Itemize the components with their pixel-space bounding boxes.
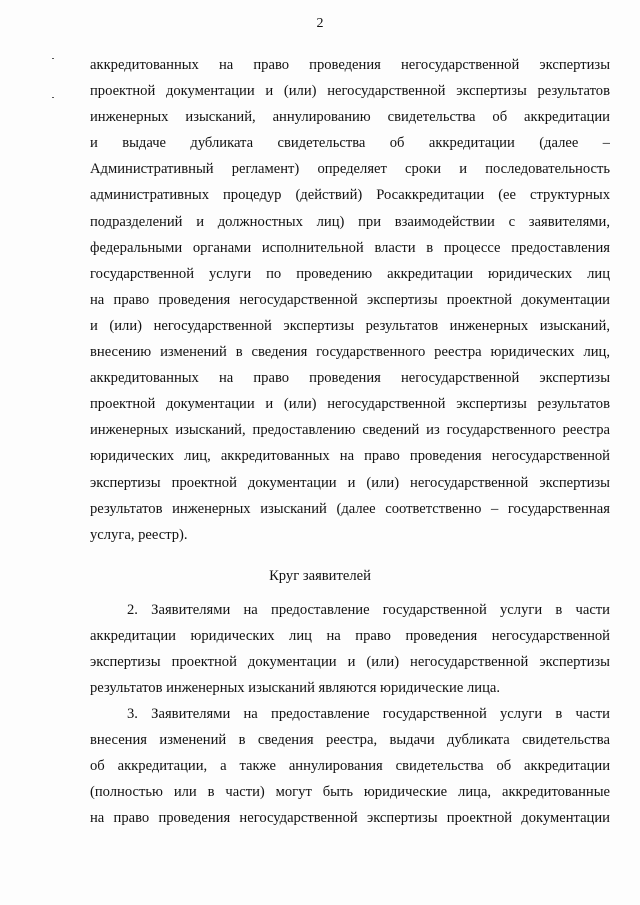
text-line: инженерных изысканий, предоставлению сведений из государственного реестра (90, 422, 610, 439)
text-line: аккредитованных на право проведения негосударственной экспертизы (90, 370, 610, 387)
text-line: об аккредитации, а также аннулирования свидетельства об аккредитации (90, 758, 610, 775)
text-line: Административный регламент) определяет сроки и последовательность (90, 161, 610, 178)
text-line: аккредитованных на право проведения негосударственной экспертизы (90, 57, 610, 73)
text-line: на право проведения негосударственной экспертизы проектной документации (90, 291, 610, 308)
text-line: проектной документации и (или) негосударственной экспертизы результатов (90, 83, 610, 100)
text-line: внесению изменений в сведения государственного реестра юридических лиц, (90, 344, 610, 361)
text-line: 2. Заявителями на предоставление государственной услуги в части (127, 602, 610, 618)
text-line: и выдаче дубликата свидетельства об аккредитации (далее – (90, 135, 610, 152)
page-number: 2 (316, 16, 324, 31)
text-line: 3. Заявителями на предоставление государственной услуги в части (127, 706, 610, 722)
text-line: инженерных изысканий, аннулированию свидетельства об аккредитации (90, 109, 610, 126)
text-line: результатов инженерных изысканий являются юридические лица. (90, 680, 501, 697)
text-line: (полностью или в части) могут быть юридические лица, аккредитованные (90, 784, 610, 801)
paragraph-3 (90, 701, 610, 831)
text-line: и (или) негосударственной экспертизы результатов инженерных изысканий, (90, 317, 610, 334)
scan-speck (52, 58, 54, 59)
text-line: административных процедур (действий) Росаккредитации (ее структурных (90, 187, 610, 204)
text-line: экспертизы проектной документации и (или) негосударственной экспертизы (90, 474, 610, 491)
section-heading: Круг заявителей (269, 568, 371, 584)
scan-speck (52, 97, 54, 98)
paragraph-1 (90, 52, 610, 548)
text-line: юридических лиц, аккредитованных на право проведения негосударственной (90, 448, 610, 465)
text-line: услуга, реестр). (90, 526, 188, 543)
text-line: аккредитации юридических лиц на право проведения негосударственной (90, 628, 610, 645)
text-line: государственной услуги по проведению аккредитации юридических лиц (90, 265, 610, 282)
text-line: на право проведения негосударственной экспертизы проектной документации (90, 810, 610, 827)
text-line: федеральными органами исполнительной власти в процессе предоставления (90, 239, 610, 256)
text-line: внесения изменений в сведения реестра, выдачи дубликата свидетельства (90, 732, 610, 749)
text-line: подразделений и должностных лиц) при взаимодействии с заявителями, (90, 213, 610, 230)
text-line: результатов инженерных изысканий (далее соответственно – государственная (90, 500, 610, 517)
text-line: экспертизы проектной документации и (или) негосударственной экспертизы (90, 654, 610, 671)
paragraph-2 (90, 597, 610, 701)
text-line: проектной документации и (или) негосударственной экспертизы результатов (90, 396, 610, 413)
